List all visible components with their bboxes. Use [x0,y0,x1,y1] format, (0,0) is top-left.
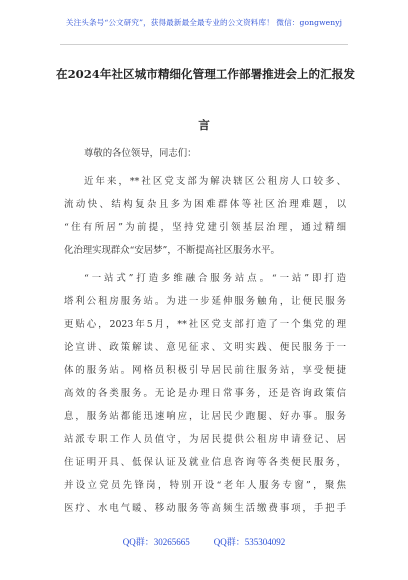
body-line: “一站式”打造多维融合服务站点。“一站”即打造 [84,273,346,284]
body-line: 并设立党员先锋岗，特别开设“老年人服务专窗”，聚焦 [64,480,346,491]
body-line: “住有所居”为前提，坚持党建引领基层治理，通过精细 [64,222,346,233]
body-line: 站派专职工作人员值守，为居民提供公租房申请登记、居 [64,434,346,445]
document-title-line-2: 言 [198,118,210,132]
body-line: 近年来，**社区党支部为解决辖区公租房人口较多、 [84,176,346,187]
body-line: 医疗、水电气暖、移动服务等高频生活缴费事项，手把手 [64,503,346,514]
body-line: 高效的各类服务。无论是办理日常事务，还是咨询政策信 [64,388,346,399]
body-line: 住证明开具、低保认证及就业信息咨询等各类便民服务， [64,457,346,468]
body-line: 论宣讲、政策解读、意见征求、文明实践、便民服务于一 [64,342,346,353]
document-title-line-1: 在2024年社区城市精细化管理工作部署推进会上的汇报发 [56,67,355,81]
body-line: 化治理实现群众“安居梦”，不断提高社区服务水平。 [64,245,280,256]
footer-qq-group-1: QQ群：30265665 [122,537,190,547]
body-line: 体的服务站。网格员积极引导居民前往服务站，享受便捷 [64,365,346,376]
salutation: 尊敬的各位领导，同志们： [84,148,197,159]
footer-qq-groups [0,535,408,548]
body-line: 流动快、结构复杂且多为困难群体等社区治理难题，以 [64,199,346,210]
header-promo-note: 关注头条号“公文研究”，获得最新最全最专业的公文资料库！ 微信：gongwenyj [65,18,343,27]
body-line: 塔利公租房服务站。为进一步延伸服务触角，让便民服务 [64,296,346,307]
footer-qq-group-2: QQ群：535304092 [213,537,286,547]
body-line: 更贴心，2023年5月，**社区党支部打造了一个集党的理 [64,319,346,330]
header-divider [60,44,348,45]
body-line: 息，服务站都能迅速响应，让居民少跑腿、好办事。服务 [64,411,346,422]
